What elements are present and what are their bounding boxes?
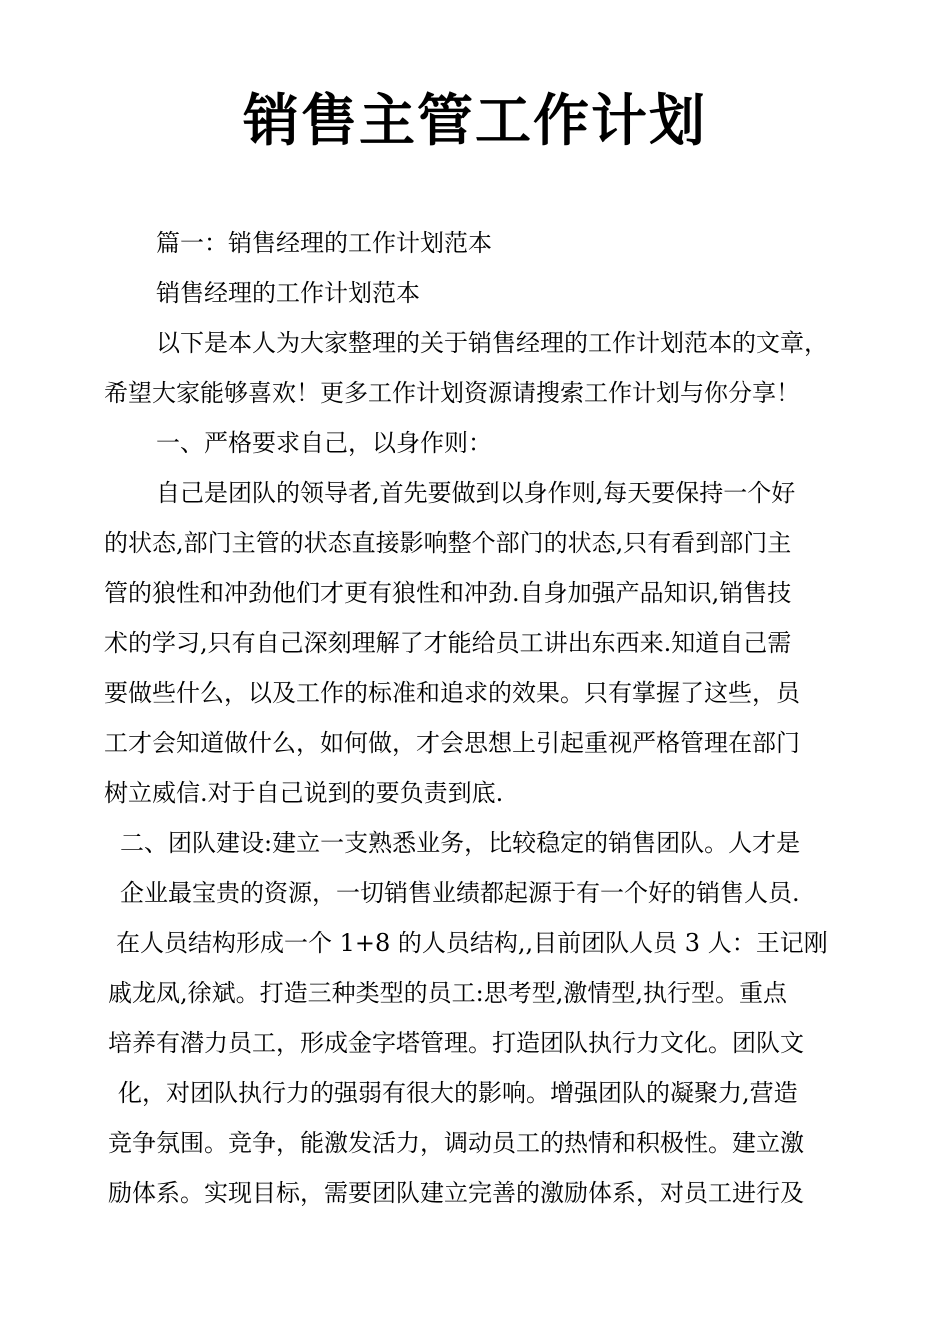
text-line: 销售经理的工作计划范本: [156, 279, 420, 307]
text-line: 篇一：销售经理的工作计划范本: [156, 229, 492, 257]
text-line: 竞争氛围。竞争，能激发活力，调动员工的热情和积极性。建立激: [108, 1129, 804, 1157]
text-line: 要做些什么，以及工作的标准和追求的效果。只有掌握了这些，员: [104, 679, 800, 707]
text-line: 希望大家能够喜欢！更多工作计划资源请搜索工作计划与你分享！: [104, 379, 800, 407]
text-line: 一、严格要求自己，以身作则：: [156, 429, 492, 457]
text-line: 在人员结构形成一个 1+8 的人员结构,,目前团队人员 3 人：王记刚: [116, 929, 828, 957]
text-line: 励体系。实现目标，需要团队建立完善的激励体系，对员工进行及: [108, 1179, 804, 1207]
text-line: 工才会知道做什么，如何做，才会思想上引起重视严格管理在部门: [104, 729, 800, 757]
text-line: 戚龙凤,徐斌。打造三种类型的员工:思考型,激情型,执行型。重点: [108, 979, 787, 1007]
text-line: 的状态,部门主管的状态直接影响整个部门的状态,只有看到部门主: [104, 529, 792, 557]
text-line: 以下是本人为大家整理的关于销售经理的工作计划范本的文章，: [156, 329, 828, 357]
text-line: 术的学习,只有自己深刻理解了才能给员工讲出东西来.知道自己需: [104, 629, 792, 657]
text-line: 树立威信.对于自己说到的要负责到底.: [104, 779, 504, 807]
text-line: 化，对团队执行力的强弱有很大的影响。增强团队的凝聚力,营造: [118, 1079, 798, 1107]
document-title: 销售主管工作计划: [243, 89, 707, 154]
text-line: 培养有潜力员工，形成金字塔管理。打造团队执行力文化。团队文: [108, 1029, 804, 1057]
text-line: 企业最宝贵的资源，一切销售业绩都起源于有一个好的销售人员.: [120, 879, 800, 907]
text-line: 二、团队建设:建立一支熟悉业务，比较稳定的销售团队。人才是: [120, 829, 801, 857]
text-line: 管的狼性和冲劲他们才更有狼性和冲劲.自身加强产品知识,销售技: [104, 579, 792, 607]
text-line: 自己是团队的领导者,首先要做到以身作则,每天要保持一个好: [156, 479, 796, 507]
